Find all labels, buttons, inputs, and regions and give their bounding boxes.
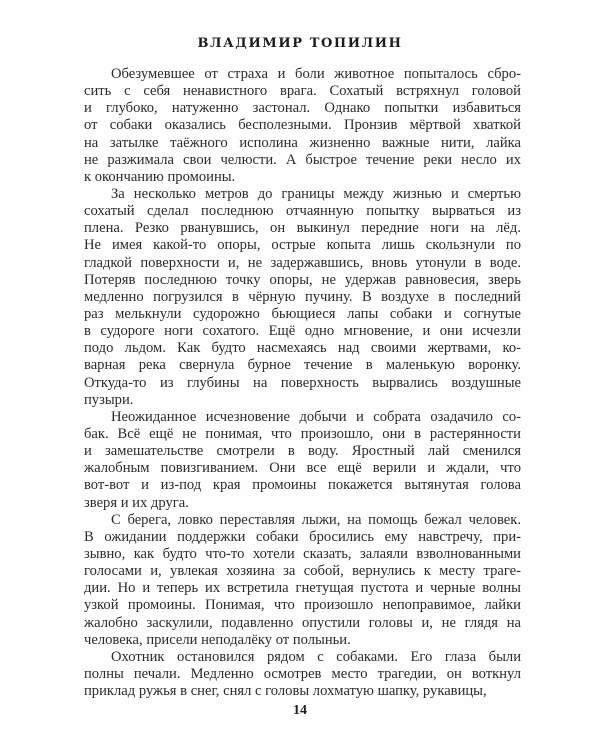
text-line: и замешательстве смотрели в воду. Яростный лай сменился	[84, 443, 521, 460]
text-line: к окончанию промоины.	[84, 168, 236, 185]
text-line: и глубоко, натуженно застонал. Однако попытки избавиться	[84, 100, 521, 117]
text-line: варная река свернула бурное течение в маленькую воронку.	[84, 357, 521, 374]
text-line: зверя и их друга.	[84, 494, 189, 511]
text-line: Не имея какой-то опоры, острые копыта лишь скользнули по	[84, 237, 521, 254]
text-line: Потеряв последнюю точку опоры, не удержав равновесия, зверь	[84, 271, 521, 288]
text-line: Неожиданное исчезновение добычи и собрата озадачило со-	[111, 408, 521, 425]
text-line: Охотник остановился рядом с собаками. Его глаза были	[111, 648, 521, 665]
text-line: сить с себя ненавистного врага. Сохатый встряхнул головой	[84, 83, 521, 100]
running-header: ВЛАДИМИР ТОПИЛИН	[197, 36, 403, 51]
text-line: В ожидании поддержки собаки бросились ему навстречу, при-	[84, 528, 521, 545]
text-line: полны печали. Медленно осмотрев место трагедии, он воткнул	[84, 665, 521, 682]
text-line: За несколько метров до границы между жизнью и смертью	[111, 185, 521, 202]
text-line: сохатый сделал последнюю отчаянную попытку вырваться из	[84, 203, 521, 220]
text-line: С берега, ловко переставляя лыжи, на помощь бежал человек.	[111, 511, 521, 528]
paragraph	[84, 649, 521, 700]
text-line: Обезумевшее от страха и боли животное попыталось сбро-	[111, 66, 521, 82]
paragraph	[84, 186, 521, 409]
text-line: Откуда-то из глубины на поверхность вырвались воздушные	[84, 374, 521, 391]
paragraph	[84, 66, 521, 186]
text-line: человека, присели неподалёку от полыньи.	[84, 631, 351, 648]
text-line: пузыри.	[84, 391, 134, 408]
page-number: 14	[293, 703, 307, 718]
text-line: гладкой поверхности и, не задержавшись, вновь утонули в воде.	[84, 254, 521, 271]
body-text	[84, 66, 521, 700]
text-line: от собаки оказались бесполезными. Пронзив мёртвой хваткой	[84, 117, 521, 134]
text-line: в судороге ноги сохатого. Ещё одно мгновение, и они исчезли	[84, 323, 521, 340]
paragraph	[84, 512, 521, 649]
text-line: вот-вот и из-под края промоины покажется вытянутая голова	[84, 477, 521, 494]
text-line: плена. Резко рванувшись, он выкинул передние ноги на лёд.	[84, 220, 521, 237]
text-line: жалобным повизгиванием. Они все ещё верили и ждали, что	[84, 460, 521, 477]
text-line: бак. Всё ещё не понимая, что произошло, они в растерянности	[84, 425, 521, 442]
text-line: на затылке таёжного исполина жизненно важные нити, лайка	[84, 134, 521, 151]
text-line: узкой промоины. Понимая, что произошло непоправимое, лайки	[84, 597, 521, 614]
text-line: не разжимала свои челюсти. А быстрое течение реки несло их	[84, 151, 521, 168]
text-line: приклад ружья в снег, снял с головы лохматую шапку, рукавицы,	[84, 683, 487, 700]
text-line: подо льдом. Как будто насмехаясь над своими жертвами, ко-	[84, 340, 521, 357]
text-line: жалобно заскулили, подавленно опустили головы и, не глядя на	[84, 614, 521, 631]
paragraph	[84, 409, 521, 512]
text-line: медленно погрузился в чёрную пучину. В воздухе в последний	[84, 288, 521, 305]
text-line: дии. Но и теперь их встретила гнетущая пустота и черные волны	[84, 580, 521, 597]
text-line: зывно, как будто что-то хотели сказать, залаяли взволнованными	[84, 545, 521, 562]
text-line: раз мелькнули судорожно бьющиеся лапы собаки и согнутые	[84, 305, 521, 322]
text-line: голосами и, увлекая хозяина за собой, вернулись к месту траге-	[84, 563, 521, 580]
